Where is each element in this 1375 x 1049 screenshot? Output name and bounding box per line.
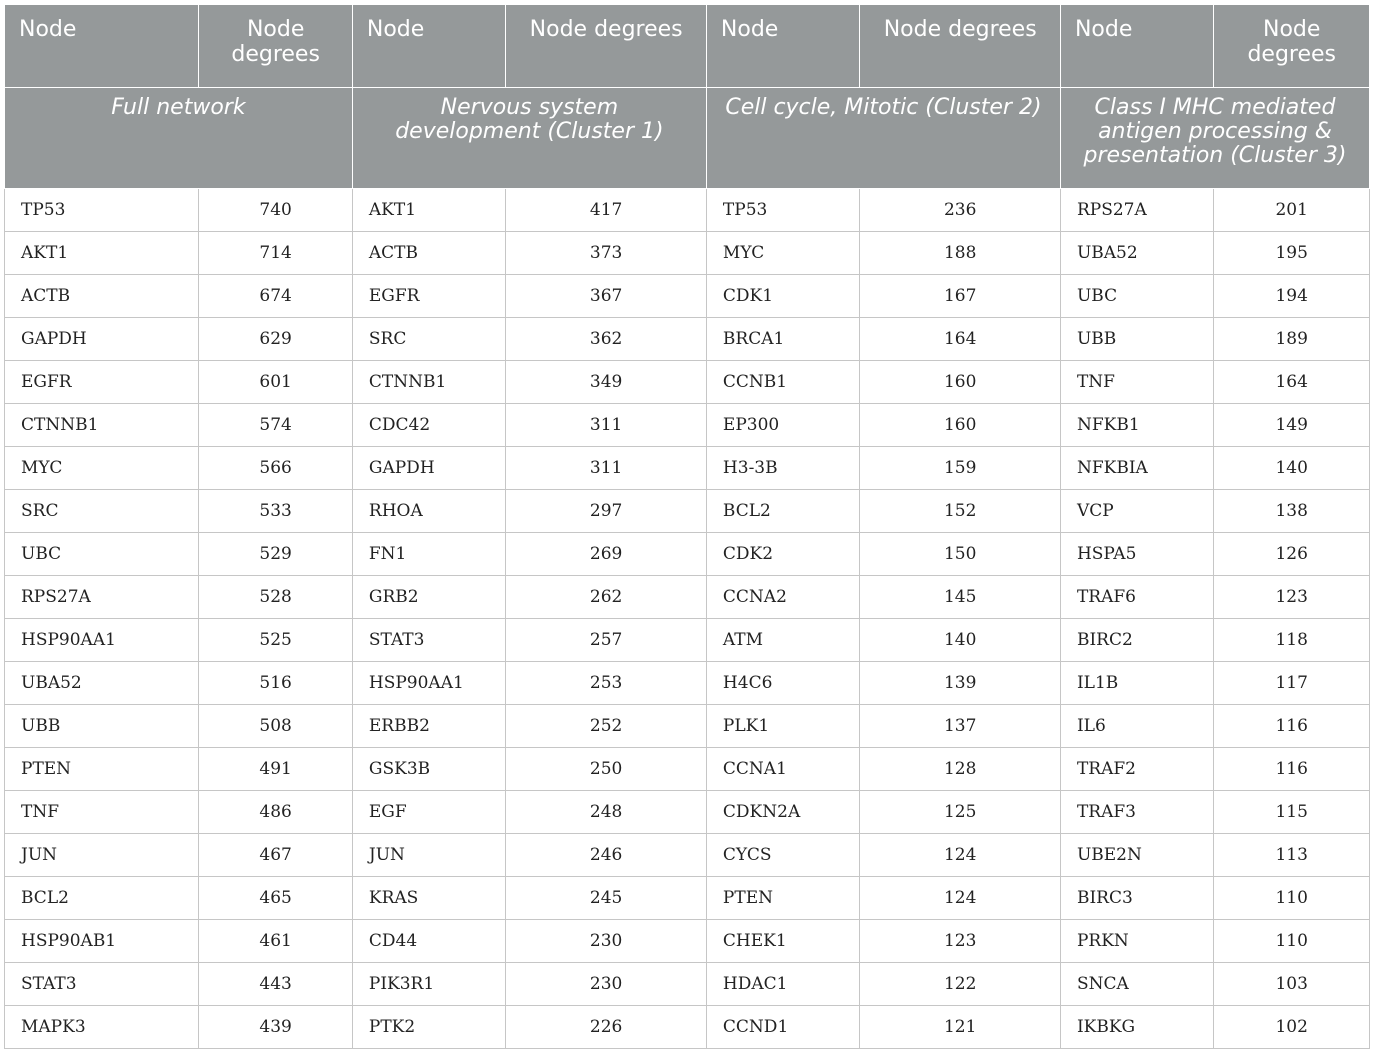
degree-cell: 674 xyxy=(199,275,352,318)
degree-cell: 252 xyxy=(506,705,707,748)
node-cell: UBA52 xyxy=(1060,232,1213,275)
node-cell: TRAF3 xyxy=(1060,791,1213,834)
node-cell: TRAF6 xyxy=(1060,576,1213,619)
table-row xyxy=(5,361,1370,404)
node-cell: NFKB1 xyxy=(1060,404,1213,447)
degree-cell: 188 xyxy=(860,232,1061,275)
node-cell: KRAS xyxy=(352,877,505,920)
col-header-degrees: Node degrees xyxy=(199,5,352,88)
degree-cell: 113 xyxy=(1214,834,1370,877)
degree-cell: 137 xyxy=(860,705,1061,748)
node-cell: UBE2N xyxy=(1060,834,1213,877)
degree-cell: 122 xyxy=(860,963,1061,1006)
node-cell: HDAC1 xyxy=(706,963,859,1006)
node-degree-table xyxy=(4,4,1370,1049)
node-cell: EGFR xyxy=(5,361,199,404)
col-header-degrees: Node degrees xyxy=(860,5,1061,88)
group-cluster-1: Nervous system development (Cluster 1) xyxy=(352,88,706,189)
node-cell: EP300 xyxy=(706,404,859,447)
node-cell: ACTB xyxy=(5,275,199,318)
table-row xyxy=(5,318,1370,361)
node-cell: GSK3B xyxy=(352,748,505,791)
degree-cell: 145 xyxy=(860,576,1061,619)
table-row xyxy=(5,834,1370,877)
table-row xyxy=(5,619,1370,662)
node-cell: SRC xyxy=(5,490,199,533)
node-cell: CHEK1 xyxy=(706,920,859,963)
degree-cell: 110 xyxy=(1214,920,1370,963)
node-cell: MYC xyxy=(706,232,859,275)
degree-cell: 236 xyxy=(860,189,1061,232)
table-row xyxy=(5,232,1370,275)
degree-cell: 525 xyxy=(199,619,352,662)
node-cell: PIK3R1 xyxy=(352,963,505,1006)
degree-cell: 138 xyxy=(1214,490,1370,533)
degree-cell: 121 xyxy=(860,1006,1061,1049)
degree-cell: 116 xyxy=(1214,705,1370,748)
degree-cell: 160 xyxy=(860,404,1061,447)
node-cell: HSP90AA1 xyxy=(352,662,505,705)
degree-cell: 160 xyxy=(860,361,1061,404)
degree-cell: 601 xyxy=(199,361,352,404)
col-header-node: Node xyxy=(352,5,505,88)
degree-cell: 140 xyxy=(1214,447,1370,490)
degree-cell: 417 xyxy=(506,189,707,232)
node-cell: SNCA xyxy=(1060,963,1213,1006)
degree-cell: 311 xyxy=(506,447,707,490)
node-cell: MYC xyxy=(5,447,199,490)
degree-cell: 164 xyxy=(860,318,1061,361)
degree-cell: 740 xyxy=(199,189,352,232)
degree-cell: 533 xyxy=(199,490,352,533)
degree-cell: 269 xyxy=(506,533,707,576)
node-cell: CCND1 xyxy=(706,1006,859,1049)
col-header-degrees: Node degrees xyxy=(1214,5,1370,88)
node-cell: PTEN xyxy=(706,877,859,920)
degree-cell: 139 xyxy=(860,662,1061,705)
node-cell: IL6 xyxy=(1060,705,1213,748)
node-cell: HSPA5 xyxy=(1060,533,1213,576)
node-cell: IKBKG xyxy=(1060,1006,1213,1049)
node-cell: MAPK3 xyxy=(5,1006,199,1049)
node-cell: HSP90AB1 xyxy=(5,920,199,963)
node-cell: PRKN xyxy=(1060,920,1213,963)
degree-cell: 150 xyxy=(860,533,1061,576)
table-row xyxy=(5,920,1370,963)
degree-cell: 248 xyxy=(506,791,707,834)
degree-cell: 126 xyxy=(1214,533,1370,576)
degree-cell: 439 xyxy=(199,1006,352,1049)
node-cell: BRCA1 xyxy=(706,318,859,361)
degree-cell: 140 xyxy=(860,619,1061,662)
degree-cell: 149 xyxy=(1214,404,1370,447)
degree-cell: 167 xyxy=(860,275,1061,318)
degree-cell: 465 xyxy=(199,877,352,920)
node-cell: CTNNB1 xyxy=(5,404,199,447)
degree-cell: 467 xyxy=(199,834,352,877)
node-cell: UBB xyxy=(5,705,199,748)
degree-cell: 443 xyxy=(199,963,352,1006)
node-cell: HSP90AA1 xyxy=(5,619,199,662)
degree-cell: 516 xyxy=(199,662,352,705)
node-cell: BCL2 xyxy=(5,877,199,920)
node-cell: BIRC3 xyxy=(1060,877,1213,920)
table-row xyxy=(5,748,1370,791)
degree-cell: 574 xyxy=(199,404,352,447)
group-cluster-3: Class I MHC mediated antigen processing & presentation (Cluster 3) xyxy=(1060,88,1369,189)
node-cell: CD44 xyxy=(352,920,505,963)
node-cell: TNF xyxy=(5,791,199,834)
degree-cell: 257 xyxy=(506,619,707,662)
degree-cell: 262 xyxy=(506,576,707,619)
degree-cell: 245 xyxy=(506,877,707,920)
degree-cell: 230 xyxy=(506,963,707,1006)
node-cell: RPS27A xyxy=(1060,189,1213,232)
node-cell: FN1 xyxy=(352,533,505,576)
node-cell: UBC xyxy=(1060,275,1213,318)
node-cell: JUN xyxy=(5,834,199,877)
node-cell: PTEN xyxy=(5,748,199,791)
degree-cell: 629 xyxy=(199,318,352,361)
degree-cell: 115 xyxy=(1214,791,1370,834)
node-cell: RPS27A xyxy=(5,576,199,619)
degree-cell: 159 xyxy=(860,447,1061,490)
node-cell: UBC xyxy=(5,533,199,576)
degree-cell: 123 xyxy=(1214,576,1370,619)
node-cell: RHOA xyxy=(352,490,505,533)
degree-cell: 117 xyxy=(1214,662,1370,705)
node-cell: ATM xyxy=(706,619,859,662)
degree-cell: 714 xyxy=(199,232,352,275)
table-row xyxy=(5,1006,1370,1049)
header-row xyxy=(5,5,1370,88)
degree-cell: 250 xyxy=(506,748,707,791)
node-cell: VCP xyxy=(1060,490,1213,533)
table-row xyxy=(5,662,1370,705)
node-cell: CCNA2 xyxy=(706,576,859,619)
degree-cell: 491 xyxy=(199,748,352,791)
node-cell: TNF xyxy=(1060,361,1213,404)
degree-cell: 124 xyxy=(860,877,1061,920)
node-cell: TRAF2 xyxy=(1060,748,1213,791)
degree-cell: 528 xyxy=(199,576,352,619)
degree-cell: 367 xyxy=(506,275,707,318)
degree-cell: 349 xyxy=(506,361,707,404)
node-cell: JUN xyxy=(352,834,505,877)
node-cell: STAT3 xyxy=(5,963,199,1006)
degree-cell: 124 xyxy=(860,834,1061,877)
node-cell: CDK1 xyxy=(706,275,859,318)
degree-cell: 123 xyxy=(860,920,1061,963)
degree-cell: 253 xyxy=(506,662,707,705)
group-row xyxy=(5,88,1370,189)
table-row xyxy=(5,576,1370,619)
node-cell: TP53 xyxy=(5,189,199,232)
node-cell: GAPDH xyxy=(352,447,505,490)
node-cell: BIRC2 xyxy=(1060,619,1213,662)
group-full-network: Full network xyxy=(5,88,353,189)
degree-cell: 362 xyxy=(506,318,707,361)
table-row xyxy=(5,963,1370,1006)
degree-cell: 508 xyxy=(199,705,352,748)
degree-cell: 164 xyxy=(1214,361,1370,404)
degree-cell: 189 xyxy=(1214,318,1370,361)
table-row xyxy=(5,189,1370,232)
degree-cell: 194 xyxy=(1214,275,1370,318)
degree-cell: 125 xyxy=(860,791,1061,834)
table-row xyxy=(5,705,1370,748)
degree-cell: 566 xyxy=(199,447,352,490)
table-row xyxy=(5,533,1370,576)
degree-cell: 110 xyxy=(1214,877,1370,920)
node-cell: AKT1 xyxy=(5,232,199,275)
degree-cell: 201 xyxy=(1214,189,1370,232)
node-cell: CCNA1 xyxy=(706,748,859,791)
node-cell: CDC42 xyxy=(352,404,505,447)
node-cell: CTNNB1 xyxy=(352,361,505,404)
degree-cell: 461 xyxy=(199,920,352,963)
table-row xyxy=(5,791,1370,834)
node-cell: CCNB1 xyxy=(706,361,859,404)
degree-cell: 297 xyxy=(506,490,707,533)
node-cell: NFKBIA xyxy=(1060,447,1213,490)
group-cluster-2: Cell cycle, Mitotic (Cluster 2) xyxy=(706,88,1060,189)
node-cell: SRC xyxy=(352,318,505,361)
node-cell: CDK2 xyxy=(706,533,859,576)
node-cell: UBB xyxy=(1060,318,1213,361)
col-header-node: Node xyxy=(706,5,859,88)
node-cell: ACTB xyxy=(352,232,505,275)
degree-cell: 118 xyxy=(1214,619,1370,662)
node-cell: CYCS xyxy=(706,834,859,877)
node-cell: GAPDH xyxy=(5,318,199,361)
table-row xyxy=(5,877,1370,920)
table-row xyxy=(5,447,1370,490)
degree-cell: 226 xyxy=(506,1006,707,1049)
node-cell: CDKN2A xyxy=(706,791,859,834)
node-cell: AKT1 xyxy=(352,189,505,232)
node-cell: TP53 xyxy=(706,189,859,232)
node-cell: ERBB2 xyxy=(352,705,505,748)
node-cell: H3-3B xyxy=(706,447,859,490)
col-header-degrees: Node degrees xyxy=(506,5,707,88)
col-header-node: Node xyxy=(5,5,199,88)
node-cell: PLK1 xyxy=(706,705,859,748)
degree-cell: 373 xyxy=(506,232,707,275)
node-cell: IL1B xyxy=(1060,662,1213,705)
degree-cell: 230 xyxy=(506,920,707,963)
degree-cell: 246 xyxy=(506,834,707,877)
node-cell: STAT3 xyxy=(352,619,505,662)
degree-cell: 128 xyxy=(860,748,1061,791)
table-row xyxy=(5,404,1370,447)
node-cell: PTK2 xyxy=(352,1006,505,1049)
degree-cell: 486 xyxy=(199,791,352,834)
degree-cell: 116 xyxy=(1214,748,1370,791)
node-cell: EGFR xyxy=(352,275,505,318)
node-cell: H4C6 xyxy=(706,662,859,705)
node-cell: GRB2 xyxy=(352,576,505,619)
col-header-node: Node xyxy=(1060,5,1213,88)
table-row xyxy=(5,275,1370,318)
degree-cell: 529 xyxy=(199,533,352,576)
degree-cell: 195 xyxy=(1214,232,1370,275)
node-cell: EGF xyxy=(352,791,505,834)
node-cell: BCL2 xyxy=(706,490,859,533)
node-cell: UBA52 xyxy=(5,662,199,705)
degree-cell: 311 xyxy=(506,404,707,447)
table-row xyxy=(5,490,1370,533)
degree-cell: 103 xyxy=(1214,963,1370,1006)
degree-cell: 102 xyxy=(1214,1006,1370,1049)
degree-cell: 152 xyxy=(860,490,1061,533)
